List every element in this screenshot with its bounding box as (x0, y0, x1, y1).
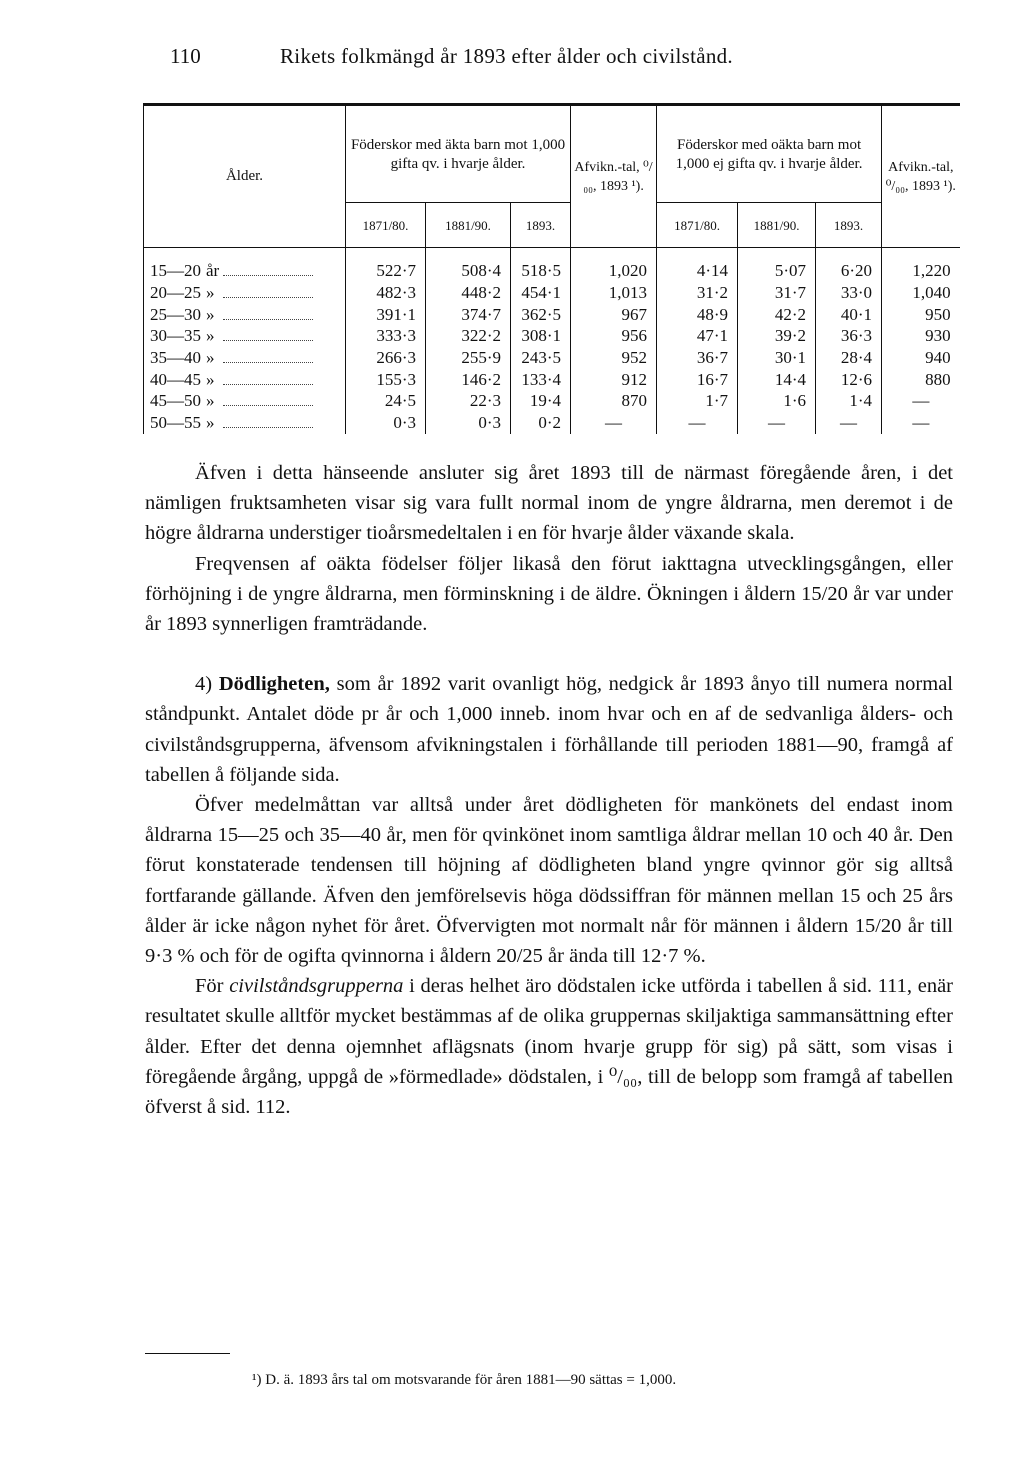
leader-dots (223, 340, 313, 341)
value-cell: 0·3 (346, 412, 426, 434)
value-cell: 42·2 (738, 303, 816, 325)
leader-dots (223, 275, 313, 276)
paragraph-civil-status (145, 971, 953, 1122)
value-cell: 1,220 (882, 248, 960, 282)
value-cell: 1,020 (571, 248, 657, 282)
age-range: 45—50 (150, 391, 201, 411)
fertility-table (143, 103, 960, 434)
age-unit: » (206, 348, 215, 368)
table-row (144, 303, 960, 325)
value-cell: 518·5 (511, 248, 571, 282)
value-cell: 24·5 (346, 390, 426, 412)
age-unit: år (206, 261, 220, 281)
value-cell: 930 (882, 325, 960, 347)
leader-dots (223, 319, 313, 320)
value-cell: 391·1 (346, 303, 426, 325)
paragraph: Freqvensen af oäkta födelser följer likaså den förut iakttagna utvecklingsgången, eller förhöjning i de yngre åldrarna, men förminskning i de äldre. Ökningen i åldern 15/20 år var under år 1893 synnerligen framträdande. (145, 552, 953, 636)
value-cell: 333·3 (346, 325, 426, 347)
value-cell: 940 (882, 347, 960, 369)
value-cell: 133·4 (511, 368, 571, 390)
table-row (144, 368, 960, 390)
value-cell: 912 (571, 368, 657, 390)
value-cell: 508·4 (426, 248, 511, 282)
year-header: 1893. (511, 203, 571, 248)
leader-dots (223, 362, 313, 363)
age-cell (144, 368, 346, 390)
paragraph: Äfven i detta hänseende ansluter sig året 1893 till de närmast föregående åren, i det nämligen fruktsamheten visar sig vara fullt normal inom de yngre åldrarna, men deremot i de högre åldrarna understiger tioårsmedeltalen i en för hvarje ålder växande skala. (145, 462, 953, 545)
value-cell: — (657, 412, 738, 434)
year-header: 1871/80. (346, 203, 426, 248)
value-cell: — (882, 412, 960, 434)
age-range: 30—35 (150, 326, 201, 346)
value-cell: 30·1 (738, 347, 816, 369)
age-cell (144, 248, 346, 282)
leader-dots (223, 384, 313, 385)
illegit-births-header: Föderskor med oäkta barn mot 1,000 ej gifta qv. i hvarje ålder. (657, 105, 882, 203)
running-title: Rikets folkmängd år 1893 efter ålder och civilstånd. (280, 44, 733, 68)
value-cell: 4·14 (657, 248, 738, 282)
paragraph: Öfver medelmåttan var alltså under året dödligheten för mankönets del endast inom åldrarna 15—25 och 35—40 år, men för qvinkönet inom samtliga åldrar mellan 10 och 40 år. Den förut konstaterade tendensen till höjning af dödligheten bland yngre qvinnor gör sig alltså fortfarande gällande. Äfven den jemförelsevis höga dödssiffran för männen mellan 15 och 25 års ålder är icke någon nyhet för året. Öfvervigten mot normalt når för männen i åldern 15/20 år till 9·3 % och för de ogifta qvinnorna i åldern 20/25 år ända till 12·7 %. (145, 794, 953, 968)
table-row (144, 347, 960, 369)
table-row (144, 412, 960, 434)
value-cell: — (816, 412, 882, 434)
table-body (144, 248, 960, 434)
value-cell: 482·3 (346, 282, 426, 304)
value-cell: 48·9 (657, 303, 738, 325)
legit-births-header: Föderskor med äkta barn mot 1,000 gifta qv. i hvarje ålder. (346, 105, 571, 203)
year-header: 1881/90. (738, 203, 816, 248)
age-unit: » (206, 369, 215, 389)
age-cell (144, 325, 346, 347)
year-header: 1893. (816, 203, 882, 248)
age-range: 15—20 (150, 261, 201, 281)
value-cell: 362·5 (511, 303, 571, 325)
value-cell: 243·5 (511, 347, 571, 369)
value-cell: 0·3 (426, 412, 511, 434)
age-cell (144, 390, 346, 412)
value-cell: 956 (571, 325, 657, 347)
value-cell: 39·2 (738, 325, 816, 347)
age-cell (144, 282, 346, 304)
year-header: 1871/80. (657, 203, 738, 248)
age-range: 50—55 (150, 413, 201, 433)
leader-dots (223, 405, 313, 406)
age-range: 25—30 (150, 304, 201, 324)
value-cell: 255·9 (426, 347, 511, 369)
year-header: 1881/90. (426, 203, 511, 248)
value-cell: — (738, 412, 816, 434)
value-cell: 36·7 (657, 347, 738, 369)
table-row (144, 248, 960, 282)
paragraph-text: För (195, 975, 230, 998)
age-unit: » (206, 391, 215, 411)
value-cell: 22·3 (426, 390, 511, 412)
age-cell (144, 412, 346, 434)
age-cell (144, 347, 346, 369)
value-cell: 146·2 (426, 368, 511, 390)
paragraph-text: som år 1892 varit ovanligt hög, nedgick år 1893 ånyo till numera normal ståndpunkt. Antalet döde pr år och 1,000 inneb. inom hvar och en af de sedvanliga ålders- och civilståndsgrupperna, äfvensom afvikningstalen i förhållande till perioden 1881—90, framgå af tabellen å följande sida. (145, 673, 954, 786)
value-cell: 36·3 (816, 325, 882, 347)
body-text (145, 458, 953, 1122)
value-cell: 1,040 (882, 282, 960, 304)
value-cell: 31·7 (738, 282, 816, 304)
value-cell: 1·7 (657, 390, 738, 412)
value-cell: 322·2 (426, 325, 511, 347)
value-cell: 47·1 (657, 325, 738, 347)
value-cell: 308·1 (511, 325, 571, 347)
value-cell: 952 (571, 347, 657, 369)
value-cell: 16·7 (657, 368, 738, 390)
value-cell: 967 (571, 303, 657, 325)
value-cell: 950 (882, 303, 960, 325)
value-cell: 12·6 (816, 368, 882, 390)
table-row (144, 390, 960, 412)
table-row (144, 282, 960, 304)
footnote: ¹) D. ä. 1893 års tal om motsvarande för åren 1881—90 sättas = 1,000. (252, 1372, 677, 1388)
value-cell: 14·4 (738, 368, 816, 390)
value-cell: 19·4 (511, 390, 571, 412)
leader-dots (223, 427, 313, 428)
section-number: 4) (195, 673, 219, 696)
value-cell: 1,013 (571, 282, 657, 304)
value-cell: 1·6 (738, 390, 816, 412)
value-cell: 40·1 (816, 303, 882, 325)
value-cell: 374·7 (426, 303, 511, 325)
age-unit: » (206, 326, 215, 346)
value-cell: 870 (571, 390, 657, 412)
age-unit: » (206, 304, 215, 324)
afvikn-header-1: Afvikn.-tal, ⁰/₀₀, 1893 ¹). (571, 105, 657, 248)
value-cell: 28·4 (816, 347, 882, 369)
value-cell: — (571, 412, 657, 434)
age-cell (144, 303, 346, 325)
value-cell: 0·2 (511, 412, 571, 434)
value-cell: 522·7 (346, 248, 426, 282)
afvikn-header-2: Afvikn.-tal, ⁰/₀₀, 1893 ¹). (882, 105, 960, 248)
value-cell: 6·20 (816, 248, 882, 282)
page-number: 110 (170, 44, 201, 68)
table-row (144, 325, 960, 347)
value-cell: 1·4 (816, 390, 882, 412)
value-cell: 880 (882, 368, 960, 390)
value-cell: 33·0 (816, 282, 882, 304)
age-range: 40—45 (150, 369, 201, 389)
age-range: 20—25 (150, 283, 201, 303)
paragraph-mortality (145, 669, 953, 790)
leader-dots (223, 297, 313, 298)
section-heading: Dödligheten, (218, 673, 330, 696)
value-cell: — (882, 390, 960, 412)
age-unit: » (206, 413, 215, 433)
value-cell: 31·2 (657, 282, 738, 304)
age-unit: » (206, 283, 215, 303)
value-cell: 448·2 (426, 282, 511, 304)
paragraph-text: i deras helhet äro dödstalen icke utförda i tabellen å sid. 111, enär resultatet skulle alltför mycket bestämmas af de olika gruppernas skiljaktiga sammansättning efter ålder. Efter det denna ojemnhet aflägsnats (inom hvarje grupp för sig) på sätt, som visas i föregående årgång, uppgå de »förmedlade» dödstalen, i ⁰/₀₀, till de belopp som framgå af tabellen öfverst å sid. 112. (145, 975, 953, 1119)
value-cell: 155·3 (346, 368, 426, 390)
age-column-header: Ålder. (144, 105, 346, 248)
value-cell: 5·07 (738, 248, 816, 282)
footnote-rule (145, 1353, 230, 1354)
value-cell: 454·1 (511, 282, 571, 304)
age-range: 35—40 (150, 348, 201, 368)
value-cell: 266·3 (346, 347, 426, 369)
emphasis: civilståndsgrupperna (229, 975, 404, 998)
